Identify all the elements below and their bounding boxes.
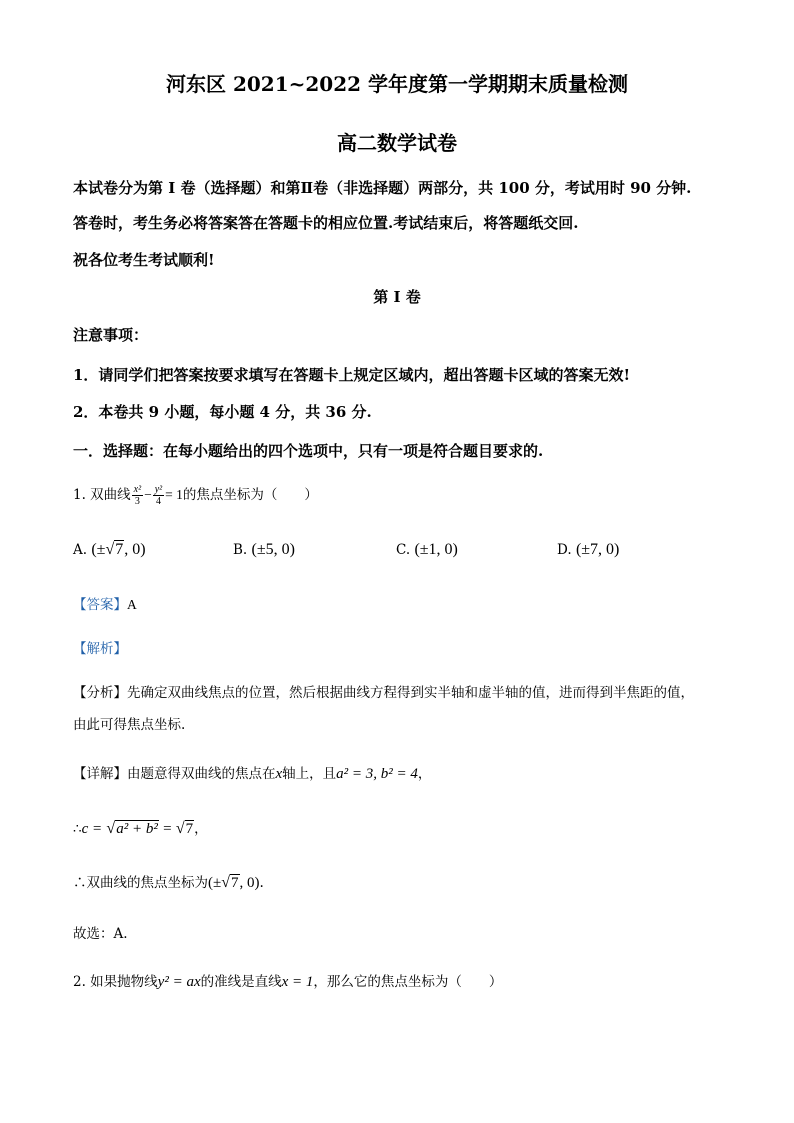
detail-eq: a² = 3, b² = 4 [336,766,418,782]
q1-prefix: 1. 双曲线 [73,487,131,503]
analysis-line [73,637,127,657]
q1-option-b [233,541,295,559]
step2-open: (± [208,875,222,891]
q1-frac1-den: 3 [134,496,140,507]
q1-frac2-den: 4 [155,496,161,507]
step2-pre: ∴双曲线的焦点坐标为 [73,875,208,891]
option-b-text: (±5, 0) [251,541,295,558]
option-a-post: , 0) [124,541,146,558]
notice-1: 1．请同学们把答案按要求填写在答题卡上规定区域内，超出答题卡区域的答案无效! [73,366,631,384]
step1-sqrt-icon: √ [106,820,116,837]
q1-fraction-x [132,484,143,507]
detail-tag: 【详解】 [73,766,127,782]
q1-frac1-num: x² [133,484,142,495]
step2-root: 7 [231,875,239,891]
section-title: 第 I 卷 [373,288,421,306]
step2-end: . [259,875,264,891]
exam-title: 河东区 2021~2022 学年度第一学期期末质量检测 [165,72,628,96]
step1-eq: = [163,821,172,837]
q1-minus: − [144,487,152,502]
intro-line-2: 答卷时，考生务必将答案答在答题卡的相应位置.考试结束后，将答题纸交回. [73,214,579,232]
option-a-label: A. [73,542,88,558]
answer-tag: 【答案】 [73,597,127,613]
option-c-text: (±1, 0) [414,541,458,558]
q2-line: x = 1 [281,974,314,990]
notice-2: 2．本卷共 9 小题，每小题 4 分，共 36 分. [73,403,372,421]
q2-mid: 的准线是直线 [200,974,282,990]
step-2 [73,871,264,892]
q1-fraction-y [153,484,164,507]
fenxi-line-2: 由此可得焦点坐标. [73,717,186,733]
question-2-stem [73,970,502,991]
q1-option-a [73,541,146,559]
answer-value: A [127,597,137,612]
step1-root2: 7 [185,821,194,837]
option-a-sqrt-icon: √ [105,541,115,558]
fenxi-text-1: 先确定双曲线焦点的位置，然后根据曲线方程得到实半轴和虚半轴的值，进而得到半焦距的值， [127,685,694,701]
q1-suffix: 的焦点坐标为（ ） [182,487,318,503]
step1-c: c = [81,821,103,837]
detail-pre: 由题意得双曲线的焦点在 [127,766,276,782]
answer-line [73,593,137,613]
detail-end: ， [417,766,432,782]
analysis-tag: 【解析】 [73,641,127,657]
exam-subtitle: 高二数学试卷 [337,131,457,155]
q1-option-c [396,541,458,559]
detail-var: x [275,766,283,782]
option-b-label: B. [233,542,248,558]
step1-pre: ∴ [73,821,82,837]
part-heading: 一．选择题：在每小题给出的四个选项中，只有一项是符合题目要求的. [73,442,544,460]
step1-root: a² + b² [116,821,158,837]
option-d-text: (±7, 0) [575,541,620,558]
option-c-label: C. [396,542,411,558]
step-1 [73,817,208,838]
intro-line-3: 祝各位考生考试顺利! [73,251,215,269]
option-a-root: 7 [115,541,124,558]
q1-frac2-num: y² [154,484,163,495]
fenxi-line-1 [73,681,694,701]
q2-eq: y² = ax [157,974,201,990]
step1-sqrt2-icon: √ [175,820,185,837]
option-d-label: D. [557,542,572,558]
fenxi-tag: 【分析】 [73,685,127,701]
notice-heading: 注意事项： [73,326,149,344]
choose-line: 故选：A. [73,926,128,942]
detail-line [73,762,431,783]
q2-prefix: 2. 如果抛物线 [73,974,158,990]
q2-suffix: ，那么它的焦点坐标为（ ） [313,974,503,990]
intro-line-1: 本试卷分为第 I 卷（选择题）和第Ⅱ卷（非选择题）两部分，共 100 分，考试用时 90 分钟. [73,179,692,197]
step2-sqrt-icon: √ [221,874,231,891]
question-1-stem [73,483,318,507]
step1-end: ， [194,821,208,837]
step2-close: , 0) [239,875,260,891]
option-a-pre: (± [91,541,106,558]
q1-option-d [557,541,619,559]
detail-mid: 轴上，且 [282,766,337,782]
q1-eq: = 1 [165,487,183,502]
